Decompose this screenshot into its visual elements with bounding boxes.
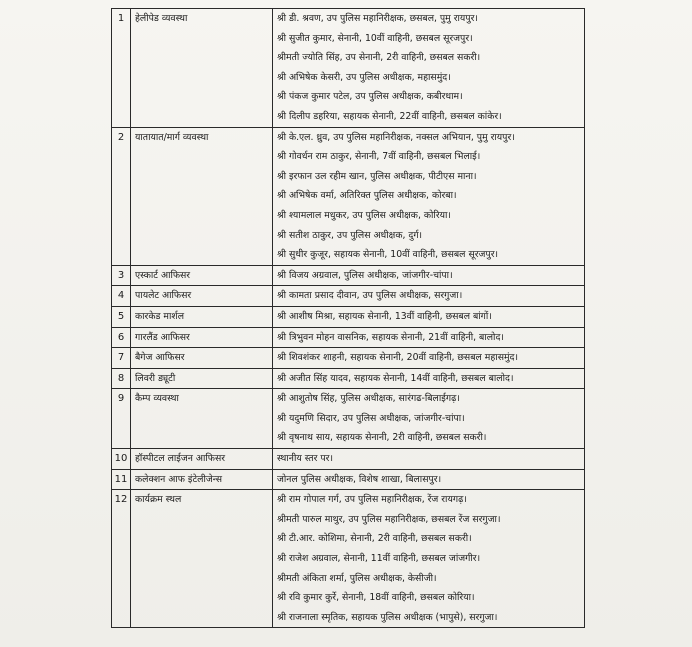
officer-line: श्री विजय अग्रवाल, पुलिस अधीक्षक, जांजगीर-चांपा। [277, 269, 453, 281]
duty-category: कैम्प व्यवस्था [131, 389, 273, 449]
officer-line: श्री इरफान उल रहीम खान, पुलिस अधीक्षक, पीटीएस माना। [277, 170, 477, 182]
serial-number: 6 [112, 327, 131, 348]
duty-category: लिवरी ड्यूटी [131, 368, 273, 389]
serial-number: 2 [112, 127, 131, 265]
officer-line: श्री अजीत सिंह यादव, सहायक सेनानी, 14वीं वाहिनी, छसबल बालोद। [277, 372, 514, 384]
serial-number: 9 [112, 389, 131, 449]
officer-line: श्री आशुतोष सिंह, पुलिस अधीक्षक, सारंगढ-बिलाईगढ़। [277, 393, 460, 405]
officer-line: श्रीमती ज्योति सिंह, उप सेनानी, 2री वाहिनी, छसबल सकरी। [277, 52, 481, 64]
duty-category: एस्कार्ट आफिसर [131, 265, 273, 286]
officer-line: श्री यदुमणि सिदार, उप पुलिस अधीक्षक, जांजगीर-चांपा। [277, 412, 465, 424]
officer-line: श्री दिलीप डहरिया, सहायक सेनानी, 22वीं वाहिनी, छसबल कांकेर। [277, 110, 502, 122]
officer-line: श्री रवि कुमार कुर्रे, सेनानी, 18वीं वाहिनी, छसबल कोरिया। [277, 592, 475, 604]
serial-number: 5 [112, 306, 131, 327]
officer-line: श्री के.एल. ध्रुव, उप पुलिस महानिरीक्षक, नक्सल अभियान, पुमु रायपुर। [277, 131, 515, 143]
officer-line: श्री सुधीर कुजूर, सहायक सेनानी, 10वीं वाहिनी, छसबल सूरजपुर। [277, 249, 499, 261]
assigned-officers [273, 389, 585, 449]
assigned-officers [273, 490, 585, 628]
assigned-officers [273, 265, 585, 286]
serial-number: 1 [112, 9, 131, 128]
table-row [112, 327, 585, 348]
officer-line: श्रीमती पारुल माथुर, उप पुलिस महानिरीक्षक, छसबल रेंज सरगुजा। [277, 513, 501, 525]
officer-line: श्री अभिषेक केसरी, उप पुलिस अधीक्षक, महासमुंद। [277, 71, 451, 83]
assigned-officers [273, 9, 585, 128]
officer-line: श्री टी.आर. कोशिमा, सेनानी, 2री वाहिनी, छसबल सकरी। [277, 533, 472, 545]
assigned-officers [273, 327, 585, 348]
officer-line: श्री सतीश ठाकुर, उप पुलिस अधीक्षक, दुर्ग। [277, 229, 423, 241]
duty-category: बैगेज आफिसर [131, 348, 273, 369]
officer-line: श्री वृषनाथ साय, सहायक सेनानी, 2री वाहिनी, छसबल सकरी। [277, 432, 487, 444]
assigned-officers [273, 469, 585, 490]
serial-number: 3 [112, 265, 131, 286]
table-row [112, 286, 585, 307]
table-row [112, 449, 585, 470]
officer-line: श्री कामता प्रसाद दीवान, उप पुलिस अधीक्षक, सरगुजा। [277, 290, 463, 302]
table-row [112, 490, 585, 628]
serial-number: 10 [112, 449, 131, 470]
duty-category: हेलीपेड व्यवस्था [131, 9, 273, 128]
assigned-officers [273, 368, 585, 389]
duty-category: गारलैंड आफिसर [131, 327, 273, 348]
officer-line: श्री श्यामलाल मधुकर, उप पुलिस अधीक्षक, कोरिया। [277, 209, 451, 221]
officer-line: श्री आशीष मिश्रा, सहायक सेनानी, 13वीं वाहिनी, छसबल बांगों। [277, 310, 492, 322]
officer-line: श्री राजनाला स्मृतिक, सहायक पुलिस अधीक्षक (भापुसे), सरगुजा। [277, 611, 498, 623]
table-row [112, 389, 585, 449]
officer-line: श्री सुजीत कुमार, सेनानी, 10वीं वाहिनी, छसबल सूरजपुर। [277, 32, 473, 44]
table-row [112, 348, 585, 369]
duty-category: यातायात/मार्ग व्यवस्था [131, 127, 273, 265]
assigned-officers [273, 449, 585, 470]
duty-category: कारकेड मार्शल [131, 306, 273, 327]
duty-category: हॉस्पीटल लाईजन आफिसर [131, 449, 273, 470]
officer-line: श्री अभिषेक वर्मा, अतिरिक्त पुलिस अधीक्षक, कोरबा। [277, 190, 457, 202]
officer-line: श्री राजेश अग्रवाल, सेनानी, 11वीं वाहिनी, छसबल जांजगीर। [277, 553, 481, 565]
duty-category: कलेक्शन आफ इंटेलीजेन्स [131, 469, 273, 490]
duty-category: पायलेट आफिसर [131, 286, 273, 307]
table-row [112, 127, 585, 265]
officer-line: श्री राम गोपाल गर्ग, उप पुलिस महानिरीक्षक, रेंज रायगढ़। [277, 494, 467, 506]
assigned-officers [273, 348, 585, 369]
serial-number: 12 [112, 490, 131, 628]
assigned-officers [273, 306, 585, 327]
officer-line: श्री त्रिभुवन मोहन वासनिक, सहायक सेनानी, 21वीं वाहिनी, बालोद। [277, 331, 504, 343]
officer-line: स्थानीय स्तर पर। [277, 453, 333, 465]
table-row [112, 469, 585, 490]
serial-number: 8 [112, 368, 131, 389]
serial-number: 7 [112, 348, 131, 369]
officer-line: श्री पंकज कुमार पटेल, उप पुलिस अधीक्षक, कबीरधाम। [277, 91, 463, 103]
officer-line: श्री गोवर्धन राम ठाकुर, सेनानी, 7वीं वाहिनी, छसबल भिलाई। [277, 151, 481, 163]
duty-table-body [112, 9, 585, 628]
assigned-officers [273, 286, 585, 307]
serial-number: 11 [112, 469, 131, 490]
assigned-officers [273, 127, 585, 265]
table-row [112, 368, 585, 389]
officer-line: श्री शिवशंकर शाहनी, सहायक सेनानी, 20वीं वाहिनी, छसबल महासमुंद। [277, 352, 518, 364]
table-row [112, 9, 585, 128]
officer-line: श्रीमती अंकिता शर्मा, पुलिस अधीक्षक, केसीजी। [277, 572, 437, 584]
duty-allocation-table [111, 8, 585, 628]
officer-line: जोनल पुलिस अधीक्षक, विशेष शाखा, बिलासपुर। [277, 473, 442, 485]
serial-number: 4 [112, 286, 131, 307]
table-row [112, 265, 585, 286]
duty-category: कार्यक्रम स्थल [131, 490, 273, 628]
officer-line: श्री डी. श्रवण, उप पुलिस महानिरीक्षक, छसबल, पुमु रायपुर। [277, 13, 478, 24]
table-row [112, 306, 585, 327]
